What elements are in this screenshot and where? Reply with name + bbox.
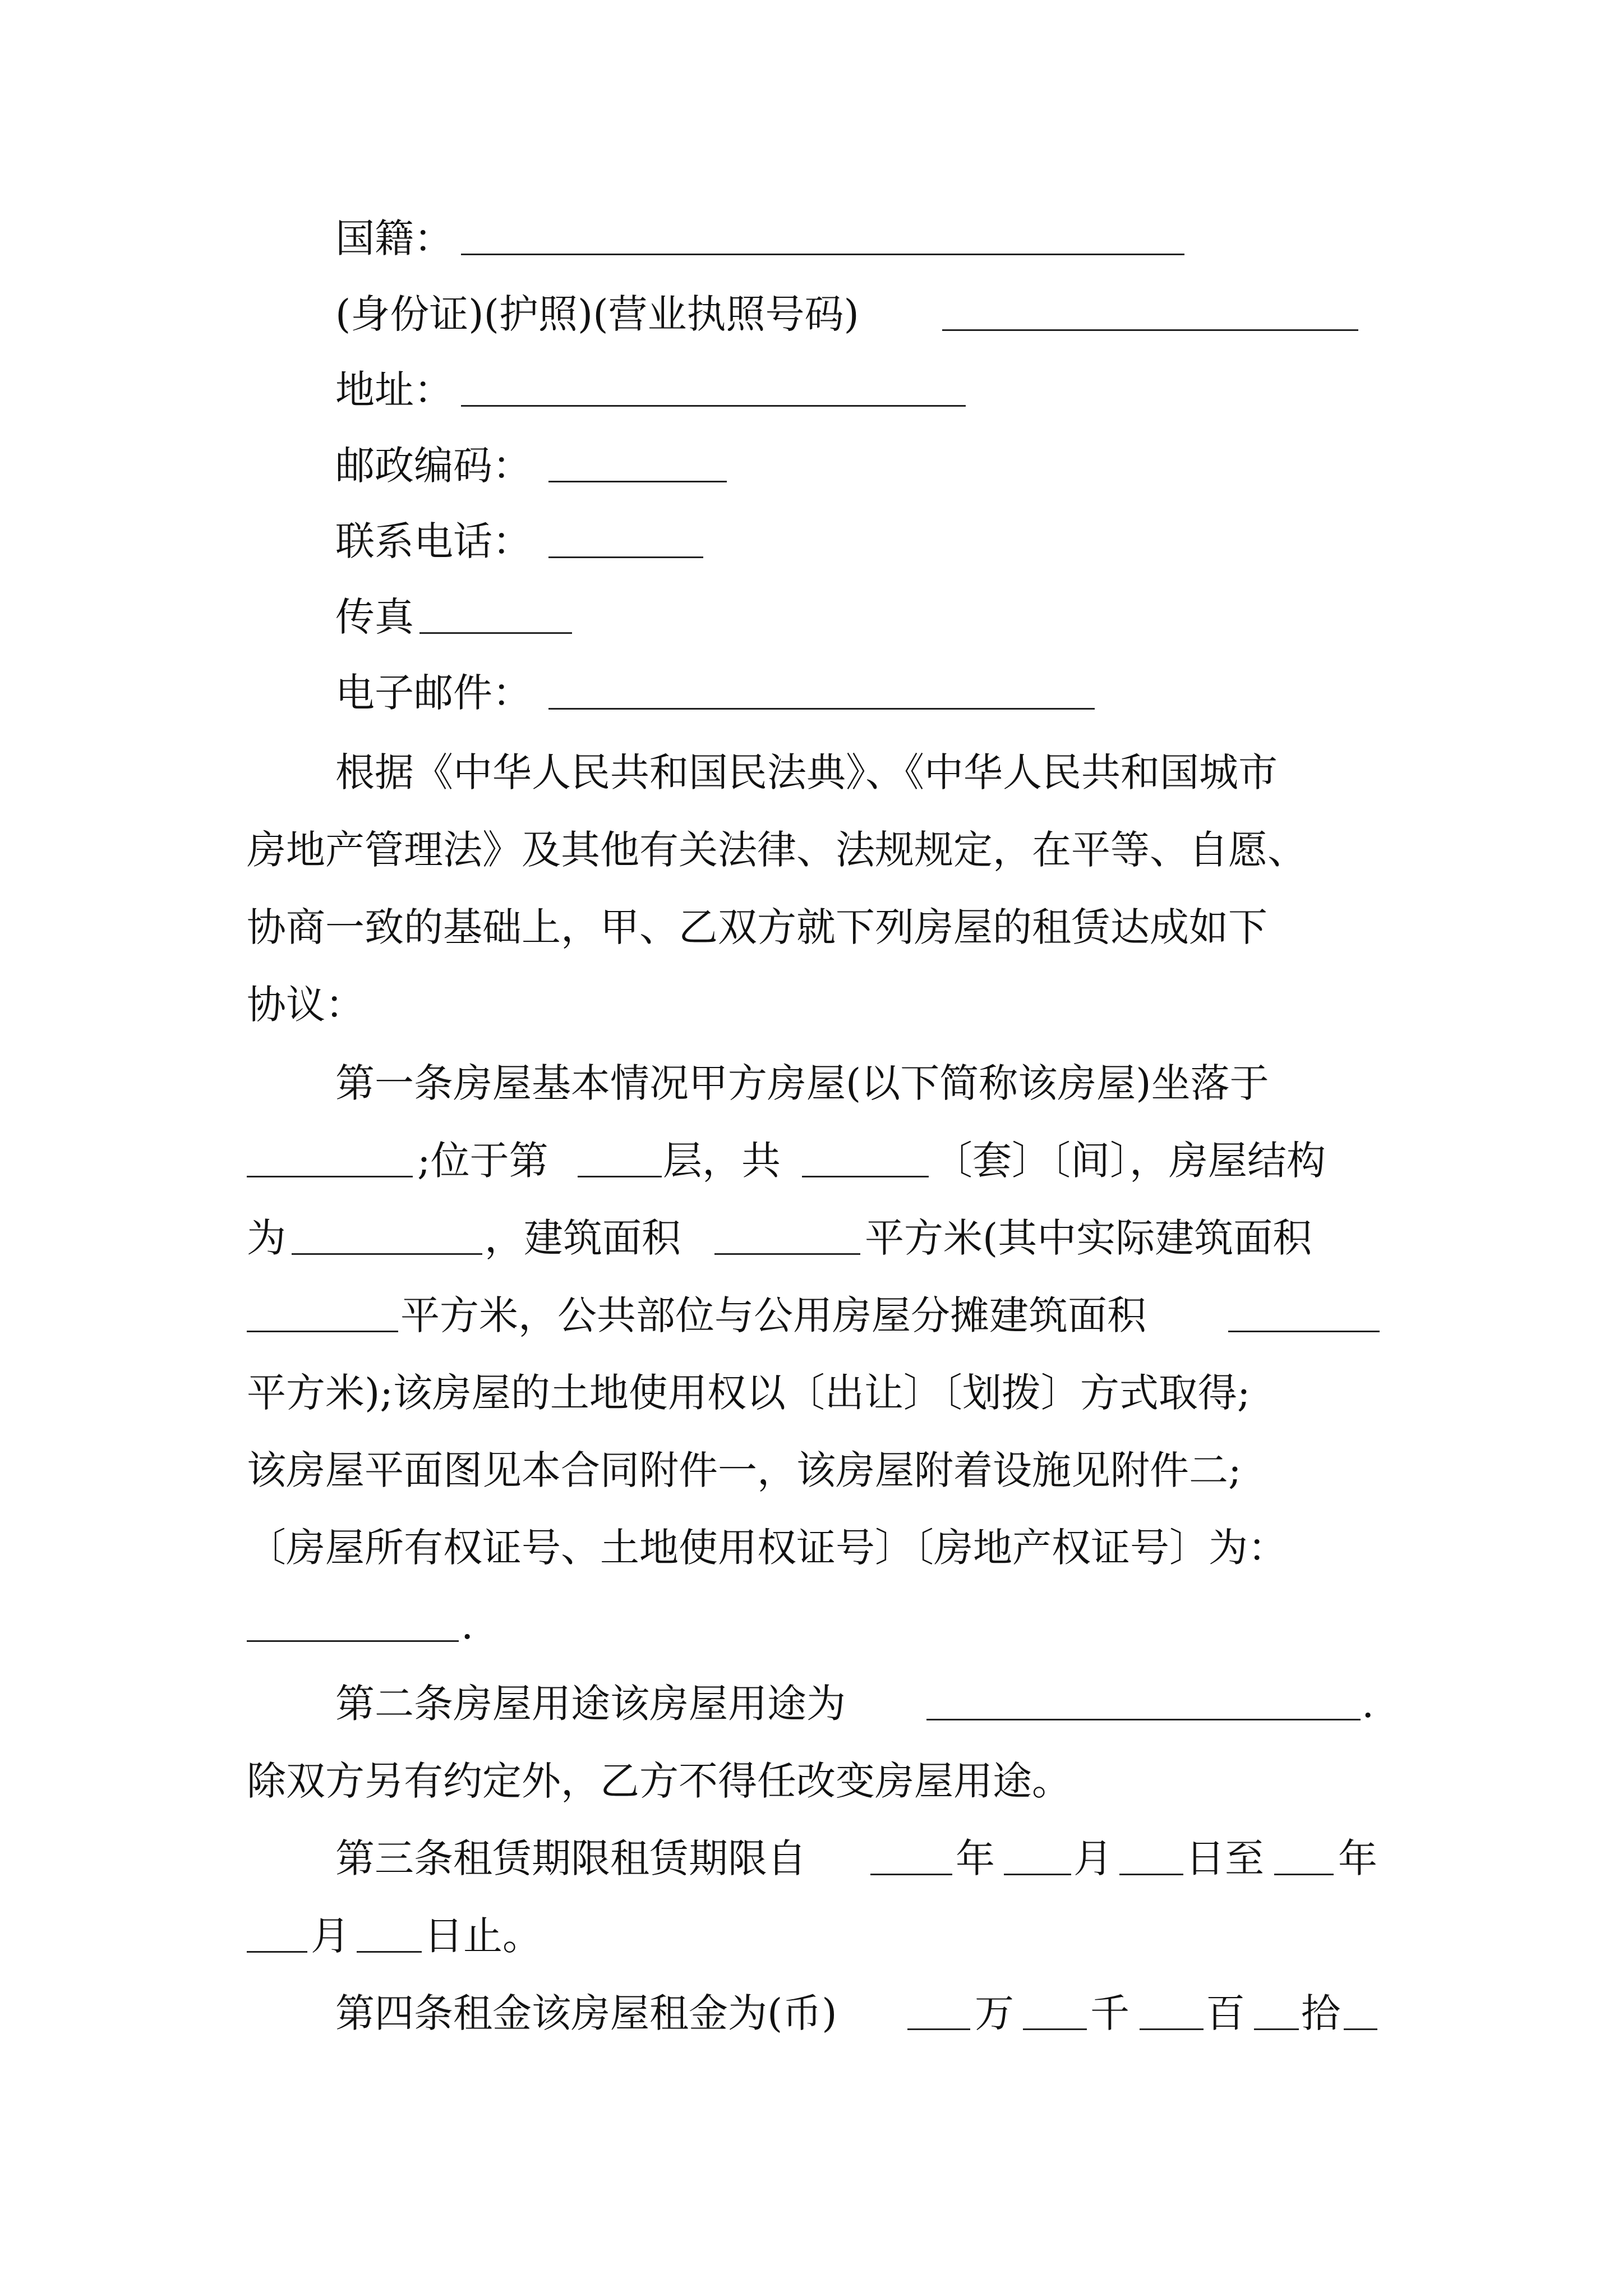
article-1-line-2 [0,1130,1623,1191]
article-2-line-1 [0,1673,1623,1734]
article-3-text-2a: 月 [311,1913,350,1959]
article-1-text-3c: 平方米(其中实际建筑面积 [865,1215,1312,1261]
article-2-text-2: 除双方另有约定外，乙方不得任改变房屋用途。 [247,1758,1071,1804]
blank-id-number [942,329,1358,331]
label-postal-code: 邮政编码： [335,443,532,489]
blank-nationality [461,254,1184,255]
label-email: 电子邮件： [335,670,532,716]
article-3-text-1e: 年 [1338,1835,1377,1881]
article-1-text-2b: 层，共 [663,1138,781,1184]
article-4-text-1b: 万 [975,1990,1014,2036]
blank-actual-area [247,1331,398,1332]
article-4-text-1c: 千 [1090,1990,1129,2036]
field-phone [0,510,1623,572]
article-3-text-2b: 日止。 [424,1913,542,1959]
paragraph-preamble-line-1 [0,742,1623,803]
article-3-line-1 [0,1828,1623,1889]
article-3-text-1d: 日至 [1186,1835,1264,1881]
blank-rent-units [1344,2028,1377,2030]
field-email [0,662,1623,724]
article-1-text-2a: ;位于第 [417,1138,548,1184]
label-id-number: (身份证)(护照)(营业执照号码) [335,291,859,337]
article-1-line-3 [0,1207,1623,1269]
article-1-line-7 [0,1517,1623,1579]
field-address [0,359,1623,421]
article-1-text-5: 平方米);该房屋的土地使用权以〔出让〕〔划拨〕方式取得; [247,1370,1251,1416]
article-3-line-2 [0,1905,1623,1967]
blank-shared-area [1228,1331,1380,1332]
field-fax [0,586,1623,648]
blank-rent-ten-thousands [907,2028,970,2030]
article-1-line-8 [0,1594,1623,1656]
article-1-text-7: 〔房屋所有权证号、土地使用权证号〕〔房地产权证号〕为： [247,1525,1287,1571]
label-address: 地址： [335,367,453,413]
article-3-text-1a: 第三条租赁期限租赁期限自 [335,1835,806,1881]
blank-end-month [247,1951,307,1953]
article-4-text-1e: 拾 [1301,1990,1340,2036]
preamble-text-1: 根据《中华人民共和国民法典》、《中华人民共和国城市 [335,749,1278,795]
blank-rent-hundreds [1140,2028,1204,2030]
blank-floor-area [714,1253,860,1255]
blank-fax [419,632,572,634]
label-phone: 联系电话： [335,518,532,564]
article-1-text-2c: 〔套〕〔间〕，房屋结构 [933,1138,1326,1184]
blank-floor [578,1176,662,1177]
article-1-line-6 [0,1439,1623,1501]
paragraph-preamble-line-2 [0,819,1623,881]
blank-certificate-number [247,1640,459,1642]
article-2-line-2 [0,1750,1623,1812]
article-1-text-3a: 为 [247,1215,286,1261]
blank-total [802,1176,929,1177]
article-4-text-1a: 第四条租金该房屋租金为(币) [335,1990,837,2036]
article-1-text-1: 第一条房屋基本情况甲方房屋(以下简称该房屋)坐落于 [335,1060,1269,1106]
blank-end-year [1274,1874,1334,1875]
label-fax: 传真 [335,594,414,640]
article-3-text-1b: 年 [956,1835,995,1881]
blank-start-day [1119,1874,1183,1875]
blank-start-year [870,1874,952,1875]
article-1-line-5 [0,1362,1623,1424]
blank-start-month [1004,1874,1071,1875]
blank-rent-tens [1254,2028,1299,2030]
article-1-text-4: 平方米，公共部位与公用房屋分摊建筑面积 [400,1292,1146,1338]
article-2-text-1b: . [1362,1681,1375,1727]
field-postal-code [0,435,1623,496]
blank-usage [926,1719,1361,1720]
preamble-text-4: 协议： [247,982,365,1028]
article-3-text-1c: 月 [1073,1835,1113,1881]
article-4-text-1d: 百 [1206,1990,1245,2036]
label-nationality: 国籍： [335,215,453,261]
paragraph-preamble-line-3 [0,896,1623,958]
article-1-text-3b: ，建筑面积 [485,1215,681,1261]
preamble-text-3: 协商一致的基础上，甲、乙双方就下列房屋的租赁达成如下 [247,904,1267,950]
article-1-line-1 [0,1052,1623,1114]
field-nationality [0,208,1623,269]
article-4-line-1 [0,1982,1623,2044]
blank-structure [292,1253,482,1255]
blank-postal-code [548,481,727,482]
preamble-text-2: 房地产管理法》及其他有关法律、法规规定，在平等、自愿、 [247,827,1307,873]
paragraph-preamble-line-4 [0,974,1623,1036]
article-1-text-8: . [461,1602,474,1648]
article-1-line-4 [0,1285,1623,1346]
blank-address [461,405,966,407]
article-2-text-1a: 第二条房屋用途该房屋用途为 [335,1681,846,1727]
article-1-text-6: 该房屋平面图见本合同附件一，该房屋附着设施见附件二; [247,1447,1242,1493]
blank-phone [548,556,703,558]
blank-rent-thousands [1023,2028,1087,2030]
blank-location [247,1176,413,1177]
blank-end-day [357,1951,422,1953]
blank-email [548,708,1095,710]
field-id-number [0,283,1623,345]
